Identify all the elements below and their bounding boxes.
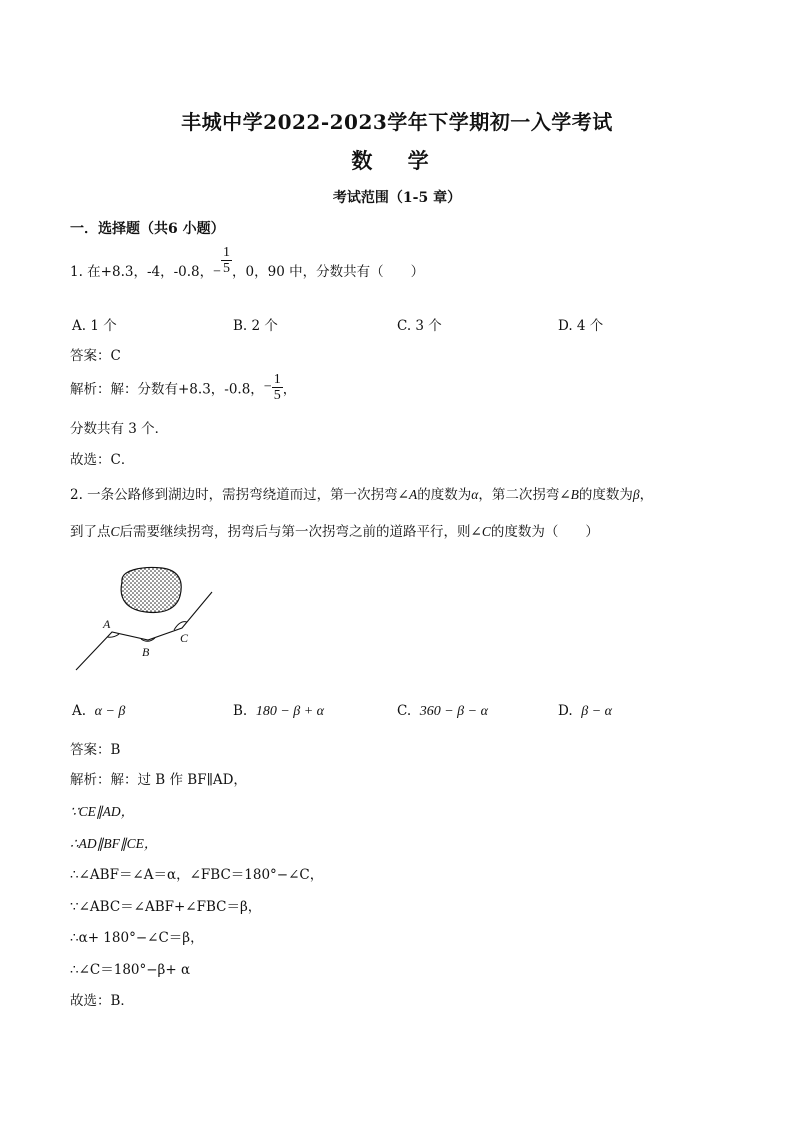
q1-analysis-frac-den: 5: [273, 388, 281, 403]
q1-option-a: A. 1 个: [72, 318, 117, 334]
q2-option-c-letter: C.: [397, 703, 412, 719]
q1-analysis-frac-sign: −: [263, 379, 272, 395]
q2-option-d-expr: β − α: [581, 704, 613, 719]
q2-step-2: ∵CE∥AD，: [70, 804, 135, 819]
q2-road-figure: [70, 562, 220, 674]
q2-line1-a: 2. 一条公路修到湖边时，需拐弯绕道而过，第一次拐弯∠: [70, 487, 409, 503]
exam-subject: 数 学: [351, 148, 443, 173]
section-heading: 一．选择题（共6 小题）: [70, 221, 225, 237]
q1-analysis-suffix: ，: [282, 381, 297, 398]
q1-line2: 分数共有 3 个．: [70, 421, 169, 437]
lake-shape: [121, 568, 181, 613]
figure-label-c: C: [180, 631, 189, 645]
q2-option-d: [558, 703, 612, 720]
q2-option-a-expr: α − β: [94, 704, 126, 719]
q1-frac-den: 5: [223, 261, 231, 276]
q1-analysis: [70, 372, 296, 403]
q2-option-b-letter: B.: [233, 703, 248, 719]
q2-line2-c: 的度数为（ ）: [490, 524, 599, 540]
q2-line1-angle-a: A: [408, 487, 418, 502]
q2-line1: [70, 483, 653, 503]
q2-line2-point-c: C: [110, 524, 120, 539]
q1-option-c: C. 3 个: [397, 318, 442, 334]
q1-fraction: [221, 245, 232, 276]
q2-line1-d: 的度数为: [578, 487, 633, 503]
q2-line1-alpha: α: [471, 487, 479, 502]
figure-label-b: B: [142, 645, 150, 659]
q2-line1-beta: β: [632, 487, 640, 502]
q1-stem: [70, 245, 425, 281]
q1-frac-sign: −: [213, 264, 222, 280]
q2-option-b: [233, 703, 324, 720]
q2-line1-angle-b: B: [570, 487, 579, 502]
q1-analysis-frac-num: 1: [273, 372, 281, 387]
exam-scope: 考试范围（1-5 章）: [332, 190, 462, 206]
q2-line2-a: 到了点: [70, 524, 111, 540]
q1-analysis-fraction: [272, 372, 283, 403]
q2-option-a: [72, 703, 125, 720]
q2-step-5: ∵∠ABC＝∠ABF+∠FBC＝β，: [70, 899, 262, 915]
q2-line2-b: 后需要继续拐弯，拐弯后与第一次拐弯之前的道路平行，则∠: [119, 524, 482, 540]
figure-label-a: A: [103, 617, 111, 631]
q2-conclusion: 故选：B．: [70, 993, 134, 1009]
q1-option-b: B. 2 个: [233, 318, 278, 334]
q2-line2: [70, 520, 599, 540]
q2-option-d-letter: D.: [558, 703, 573, 719]
q2-line1-e: ，: [639, 487, 654, 503]
q2-line1-b: 的度数为: [417, 487, 472, 503]
q2-step-6: ∴α+ 180°−∠C＝β，: [70, 930, 204, 946]
q2-line1-c: ，第二次拐弯∠: [478, 487, 571, 503]
q2-step-3: ∴AD∥BF∥CE，: [70, 836, 158, 851]
q1-option-d: D. 4 个: [558, 318, 604, 334]
q1-conclusion: 故选：C．: [70, 452, 135, 468]
q2-step-1: 解析：解：过 B 作 BF∥AD，: [70, 772, 247, 788]
q2-step-4: ∴∠ABF＝∠A＝α，∠FBC＝180°−∠C，: [70, 867, 324, 883]
q2-line2-angle-c: C: [481, 524, 491, 539]
q2-option-c-expr: 360 − β − α: [419, 704, 488, 719]
q1-stem-suffix: ，0，90 中，分数共有（ ）: [232, 264, 425, 280]
q2-option-c: [397, 703, 488, 720]
q2-option-a-letter: A.: [72, 703, 87, 719]
q2-step-7: ∴∠C＝180°−β+ α: [70, 962, 191, 978]
q1-analysis-prefix: 解析：解：分数有+8.3，-0.8，: [70, 381, 264, 398]
q2-answer: 答案：B: [70, 742, 121, 758]
exam-title: 丰城中学2022-2023学年下学期初一入学考试: [181, 110, 613, 134]
q1-answer: 答案：C: [70, 348, 121, 364]
q2-option-b-expr: 180 − β + α: [255, 704, 325, 719]
q1-frac-num: 1: [223, 245, 231, 260]
q1-stem-prefix: 1. 在+8.3，-4，-0.8，: [70, 264, 214, 280]
